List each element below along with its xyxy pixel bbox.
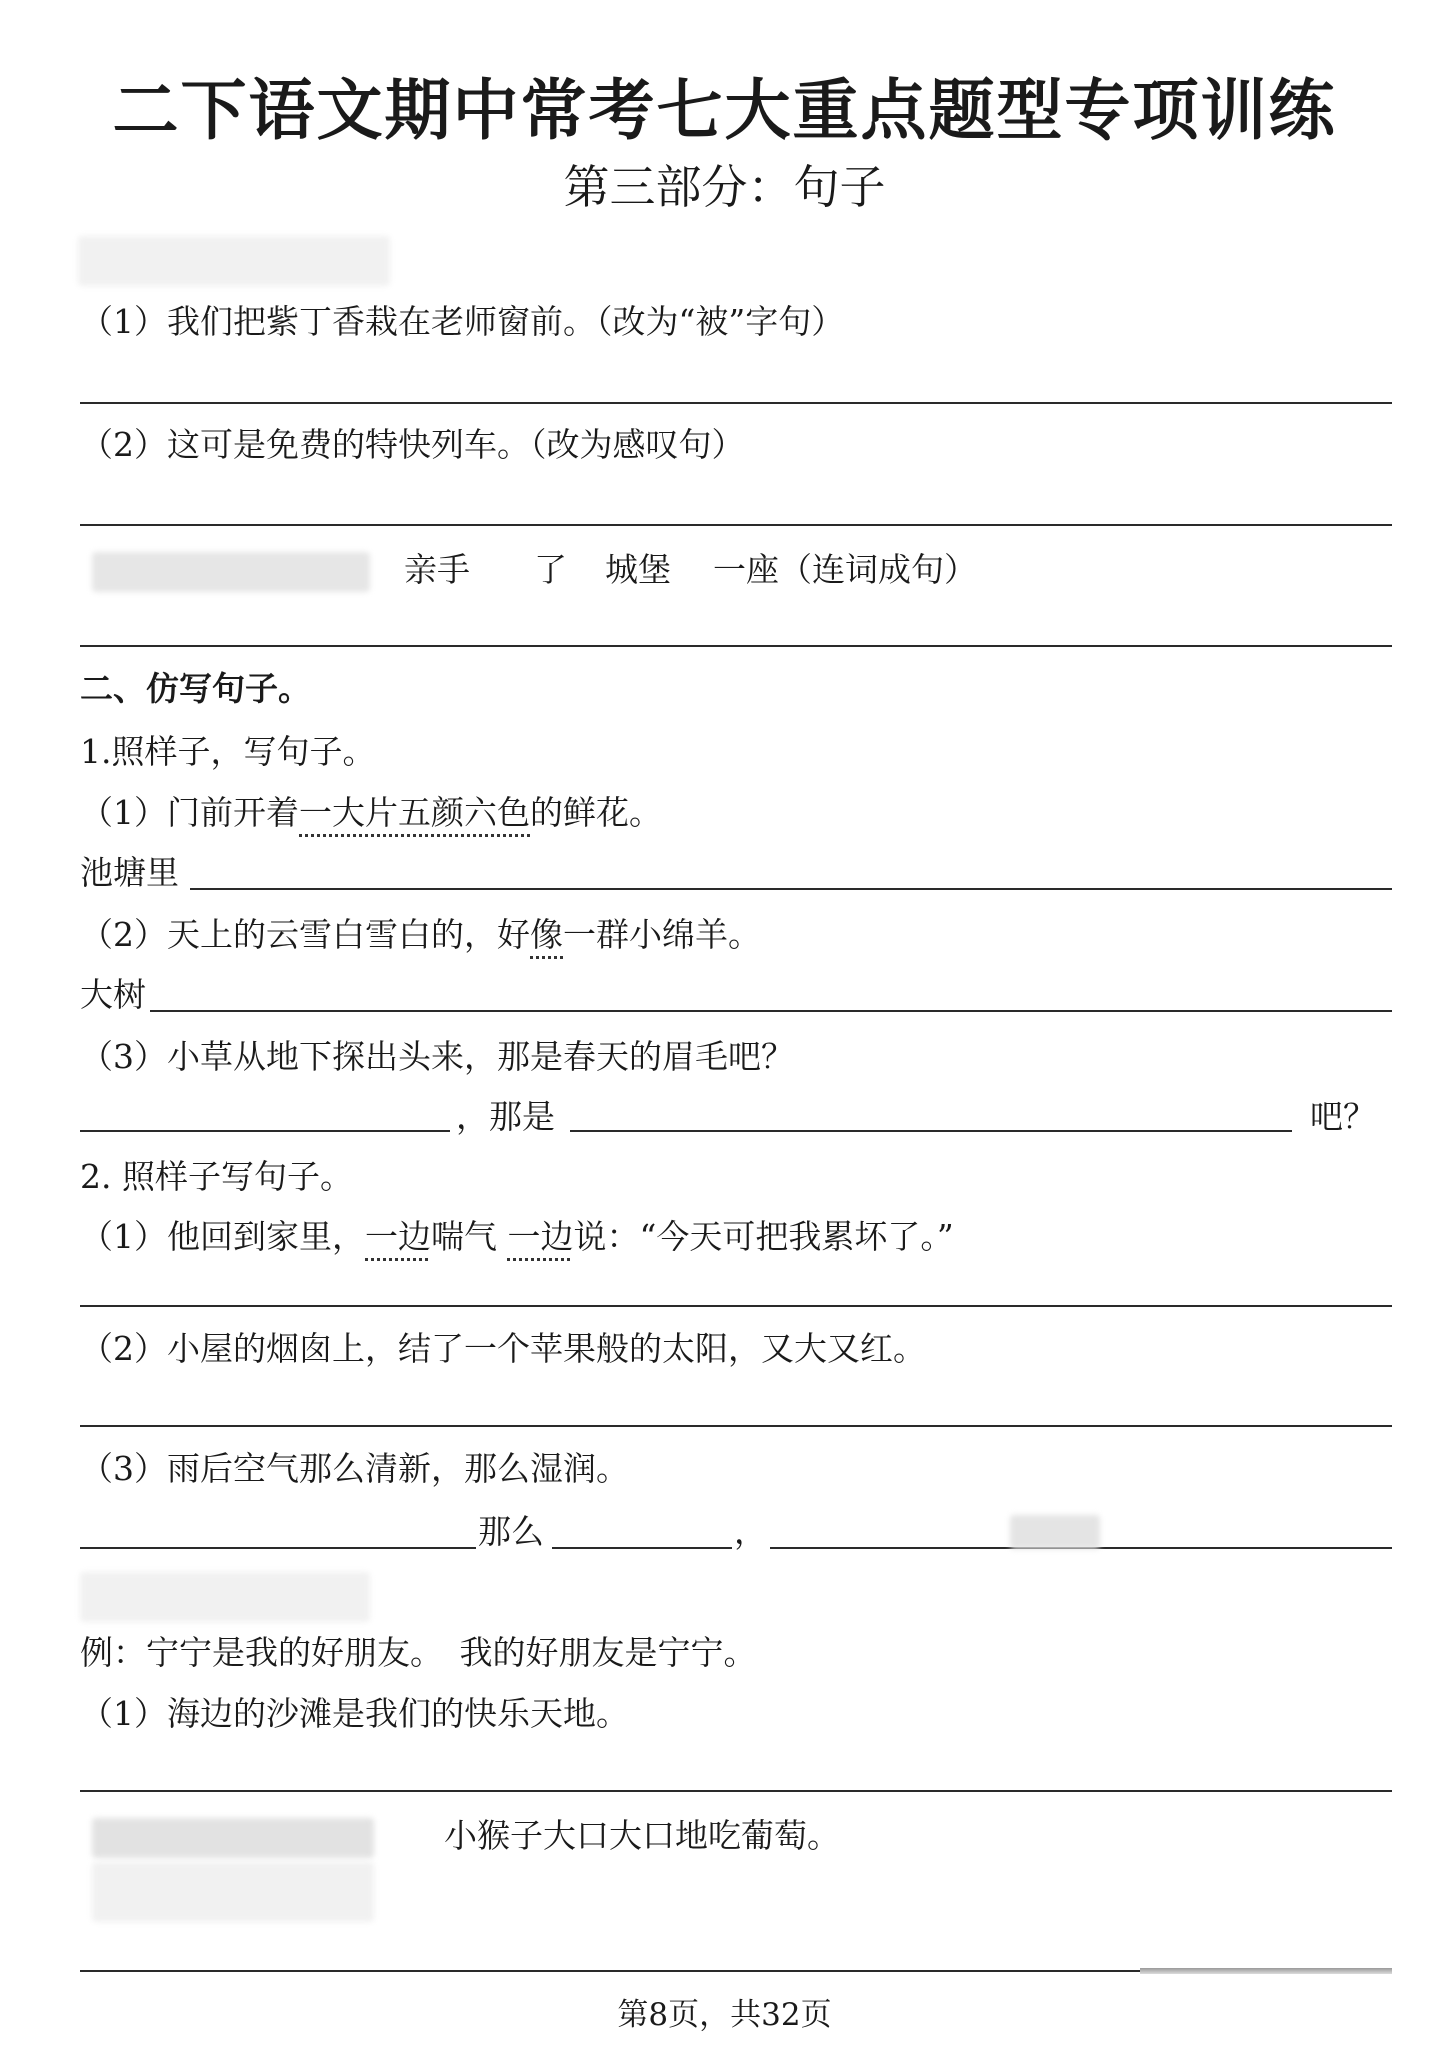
answer-line-1-1[interactable] xyxy=(80,402,1392,404)
obscured-mark xyxy=(1010,1515,1100,1549)
answer-line-2-2-1[interactable] xyxy=(80,1305,1392,1307)
word-3: 城堡 xyxy=(605,550,671,589)
word-4: 一座（连词成句） xyxy=(713,550,977,589)
subsection-1: 1.照样子，写句子。 xyxy=(80,732,376,771)
example-sentence: 例：宁宁是我的好朋友。 我的好朋友是宁宁。 xyxy=(80,1633,757,1672)
section-subtitle: 第三部分：句子 xyxy=(563,160,886,214)
answer-comma: ， xyxy=(734,1512,767,1551)
dotted-emphasis: 一边 xyxy=(507,1217,574,1256)
answer-line-1-2[interactable] xyxy=(80,524,1392,526)
question-2-2-1 xyxy=(80,1217,954,1256)
page-number: 第8页，共32页 xyxy=(617,1997,832,2033)
answer-mid-text: ，那是 xyxy=(456,1097,555,1136)
answer-blank-2-2-3a[interactable] xyxy=(80,1547,476,1549)
question-2-1-3: （3）小草从地下探出头来，那是春天的眉毛吧？ xyxy=(80,1037,794,1076)
obscured-question-prefix-3 xyxy=(92,1818,374,1858)
answer-prefix-1: 池塘里 xyxy=(80,853,179,892)
answer-line-2-1-1[interactable] xyxy=(190,888,1392,890)
question-2-1-1 xyxy=(80,793,662,832)
question-1-1: （1）我们把紫丁香栽在老师窗前。（改为“被”字句） xyxy=(80,302,845,341)
q-text-mid: 喘气 xyxy=(431,1217,508,1256)
question-1-2: （2）这可是免费的特快列车。（改为感叹句） xyxy=(80,425,745,464)
answer-line-2-2-2[interactable] xyxy=(80,1425,1392,1427)
answer-blank-2-1-3a[interactable] xyxy=(80,1130,450,1132)
answer-end-text: 吧？ xyxy=(1310,1097,1376,1136)
q-text-pre: （1）门前开着 xyxy=(80,793,299,832)
question-2-2-2: （2）小屋的烟囱上，结了一个苹果般的太阳，又大又红。 xyxy=(80,1329,926,1368)
obscured-question-prefix xyxy=(92,552,370,592)
q-text-pre: （2）天上的云雪白雪白的，好 xyxy=(80,915,530,954)
answer-blank-2-2-3b[interactable] xyxy=(552,1547,732,1549)
question-2-2-3: （3）雨后空气那么清新，那么湿润。 xyxy=(80,1449,629,1488)
answer-line-3-1[interactable] xyxy=(80,1790,1392,1792)
q-text-post: 一群小绵羊。 xyxy=(563,915,761,954)
dotted-emphasis: 一边 xyxy=(365,1217,431,1256)
obscured-heading xyxy=(78,236,390,286)
answer-line-1-3[interactable] xyxy=(80,645,1392,647)
word-2: 了 xyxy=(534,550,567,589)
answer-mid-text: 那么 xyxy=(478,1512,544,1551)
scan-shadow xyxy=(1140,1968,1392,1974)
question-2-1-2 xyxy=(80,915,761,954)
dotted-emphasis: 一大片五颜六色 xyxy=(299,793,530,832)
answer-line-2-1-2[interactable] xyxy=(150,1010,1392,1012)
q-text-pre: （1）他回到家里， xyxy=(80,1217,365,1256)
section-heading-2: 二、仿写句子。 xyxy=(80,669,311,708)
obscured-area xyxy=(92,1862,374,1922)
answer-blank-2-1-3b[interactable] xyxy=(570,1130,1292,1132)
page-title: 二下语文期中常考七大重点题型专项训练 xyxy=(112,72,1337,149)
q-text-post: 的鲜花。 xyxy=(530,793,662,832)
question-3-1: （1）海边的沙滩是我们的快乐天地。 xyxy=(80,1694,629,1733)
subsection-2: 2. 照样子写句子。 xyxy=(80,1157,353,1196)
obscured-heading-3 xyxy=(80,1572,370,1622)
answer-prefix-2: 大树 xyxy=(80,975,146,1014)
q-text-post: 说：“今天可把我累坏了。” xyxy=(573,1217,954,1256)
question-3-2: 小猴子大口大口地吃葡萄。 xyxy=(444,1816,840,1855)
dotted-emphasis: 像 xyxy=(530,915,563,954)
word-1: 亲手 xyxy=(404,550,470,589)
